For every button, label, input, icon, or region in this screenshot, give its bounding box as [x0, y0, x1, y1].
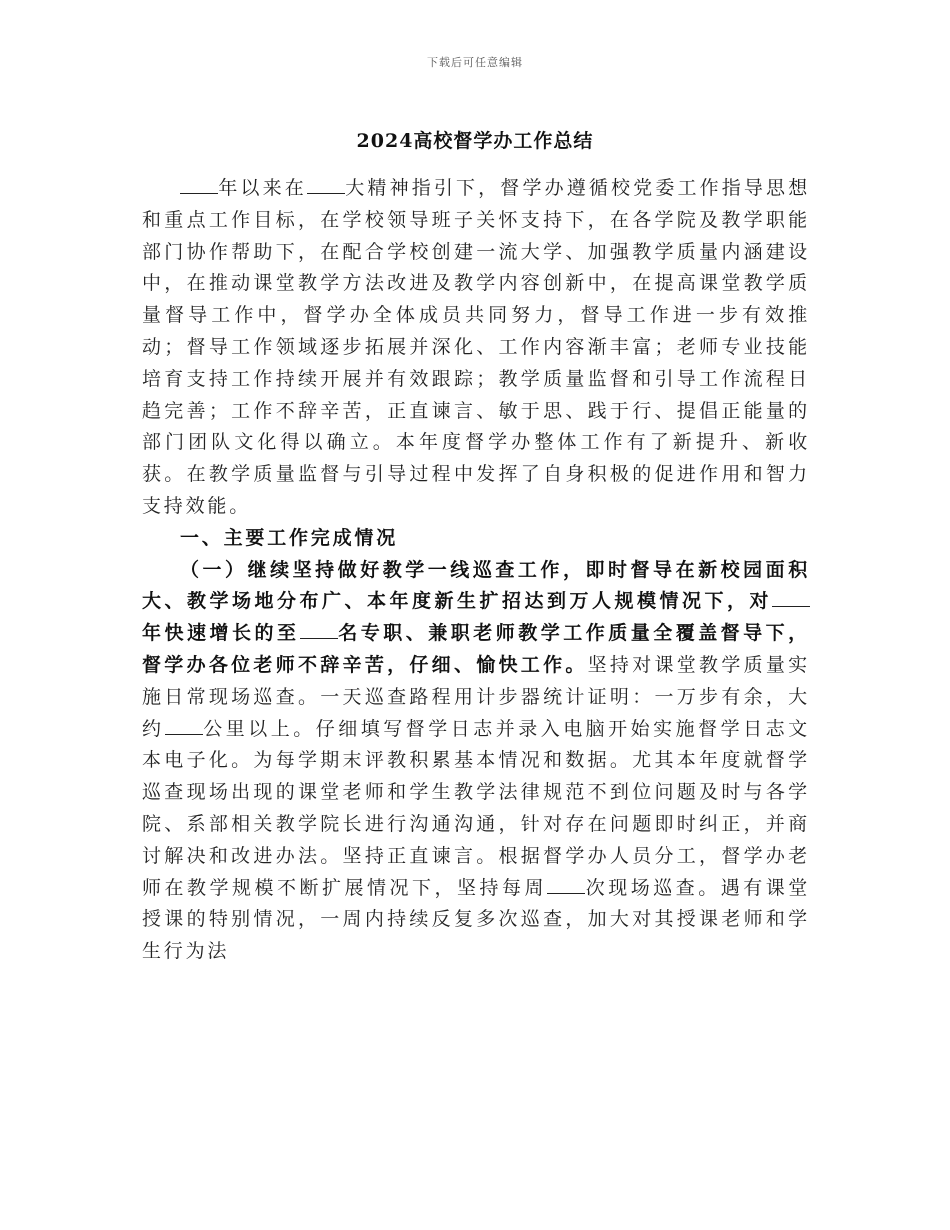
fill-blank — [165, 733, 203, 735]
document-body — [142, 173, 810, 968]
intro-text-2: 大精神指引下，督学办遵循校党委工作指导思想和重点工作目标，在学校领导班子关怀支持下，在各学院及教学职能部门协作帮助下，在配合学校创建一流大学、加强教学质量内涵建设中，在推动课堂教学方法改进及教学内容创新中，在提高课堂教学质量督导工作中，督学办全体成员共同努力，督导工作进一步有效推动；督导工作领域逐步拓展并深化、工作内容渐丰富；老师专业技能培育支持工作持续开展并有效跟踪；教学质量监督和引导工作流程日趋完善；工作不辞辛苦，正直谏言、敏于思、践于行、提倡正能量的部门团队文化得以确立。本年度督学办整体工作有了新提升、新收获。在教学质量监督与引导过程中发挥了自身积极的促进作用和智力支持效能。 — [142, 177, 810, 517]
intro-text-1: 年以来在 — [218, 177, 307, 199]
subsection-bold-3: 名专职、兼职老师教学工作质量全覆盖督导下，督学办各位老师不辞辛苦，仔细、愉快工作。 — [142, 622, 810, 676]
subsection-bold-2: 年快速增长的至 — [142, 622, 300, 645]
fill-blank — [180, 192, 218, 194]
fill-blank — [300, 637, 338, 639]
intro-paragraph — [142, 173, 810, 523]
subsection-paragraph — [142, 555, 810, 968]
subsection-text-3: 次现场巡查。遇有课堂授课的特别情况，一周内持续反复多次巡查，加大对其授课老师和学生行为法 — [142, 876, 810, 963]
header-note: 下载后可任意编辑 — [427, 56, 523, 69]
fill-blank — [547, 892, 585, 894]
fill-blank — [307, 192, 345, 194]
subsection-bold-1: （一）继续坚持做好教学一线巡查工作，即时督导在新校园面积大、教学场地分布广、本年度新生扩招达到万人规模情况下，对 — [142, 558, 810, 613]
subsection-text-1: 坚持对课堂教学质量实施日常现场巡查。一天巡查路程用计步器统计证明：一万步有余，大约 — [142, 653, 810, 740]
subsection-text-2: 公里以上。仔细填写督学日志并录入电脑开始实施督学日志文本电子化。为每学期末评教积累基本情况和数据。尤其本年度就督学巡查现场出现的课堂老师和学生教学法律规范不到位问题及时与各学院、系部相关教学院长进行沟通沟通，针对存在问题即时纠正，并商讨解决和改进办法。坚持正直谏言。根据督学办人员分工，督学办老师在教学规模不断扩展情况下，坚持每周 — [142, 717, 810, 899]
fill-blank — [772, 605, 810, 607]
document-title: 2024高校督学办工作总结 — [356, 130, 594, 152]
section-heading: 一、主要工作完成情况 — [180, 526, 399, 549]
